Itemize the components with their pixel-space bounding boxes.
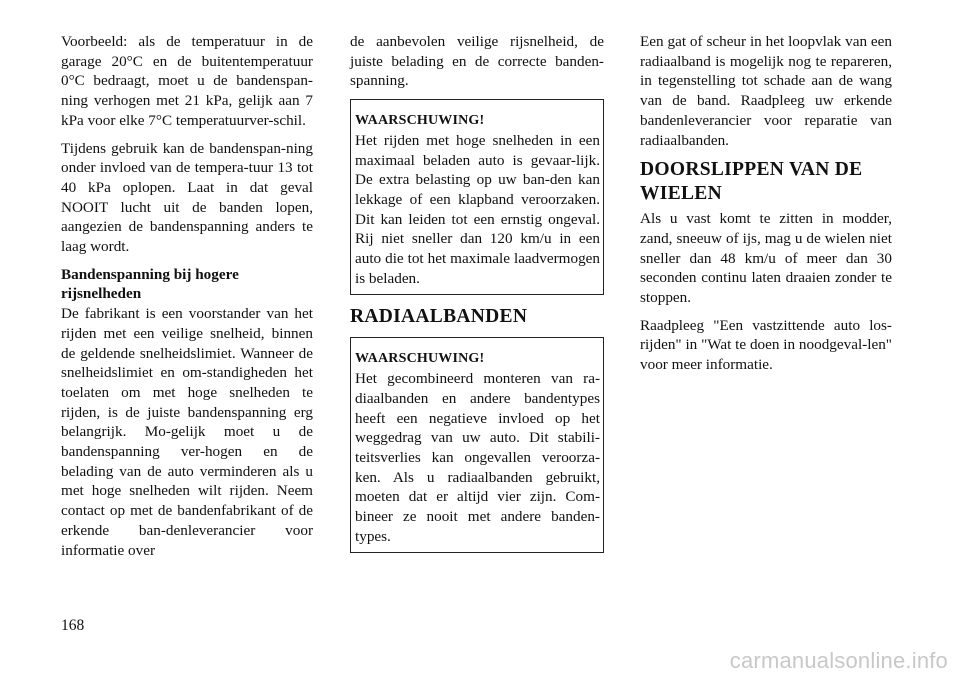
warning-text: Het gecombineerd monteren van ra-diaalbanden en andere bandentypes heeft een negatieve invloed op het weggedrag van uw auto. Dit stabili-teitsverlies kan ongevallen veroorza-ken. Als u radiaalbanden gebruikt, moeten dat er altijd vier zijn. Com-bineer ze nooit met andere banden-types. [355,370,600,545]
watermark: carmanualsonline.info [729,648,948,673]
section-heading-wheel-spin: DOORSLIPPEN VAN DE WIELEN [640,159,863,205]
wheel-spin-paragraph: Als u vast komt te zitten in modder, zand, sneeuw of ijs, mag u de wielen niet sneller dan 48 km/u of meer dan 30 seconden continu laten draaien zonder te stoppen. [640,210,892,307]
temperature-rise-paragraph: Tijdens gebruik kan de bandenspan-ning onder invloed van de tempera-tuur 13 tot 40 kPa oplopen. Laat in dat geval NOOIT lucht uit de banden lopen, aangezien de bandenspanning anders te laag wordt. [61,139,313,256]
column-left [61,32,313,568]
radial-repair-paragraph: Een gat of scheur in het loopvlak van een radiaalband is mogelijk nog te repareren, in tegenstelling tot schade aan de wang van de band. Raadpleeg uw erkende bandenleverancier voor reparatie van radiaalbanden. [640,33,892,149]
warning-label: WAARSCHUWING! [355,351,485,367]
section-heading-radial-tires: RADIAALBANDEN [350,306,528,328]
reference-paragraph: Raadpleeg "Een vastzittende auto los-rijden" in "Wat te doen in noodgeval-len" voor meer informatie. [640,316,892,374]
warning-box-high-speed [350,99,604,295]
warning-label: WAARSCHUWING! [355,113,485,129]
warning-text: Het rijden met hoge snelheden in een maximaal beladen auto is gevaar-lijk. De extra belasting op uw ban-den kan lekkage of een klapband veroorzaken. Dit kan leiden tot een ernstig ongeval. Rij niet sneller dan 120 km/u in een auto die tot het maximale laadvermogen is beladen. [355,131,600,287]
high-speed-pressure-paragraph: De fabrikant is een voorstander van het rijden met een veilige snelheid, binnen de geldende snelheidslimiet. Wanneer de snelheidslimiet en om-standigheden het toelaten om met hoge snelheden te rijden, is de juiste bandenspanning erg belangrijk. Mo-gelijk moet u de bandenspanning ver-hogen en de belading van de auto verminderen als u met hoge snelheden wilt rijden. Neem contact op met de bandenfabrikant of de erkende ban-denleverancier voor informatie over [61,305,313,559]
speed-continuation-paragraph: de aanbevolen veilige rijsnelheid, de juiste belading en de correcte banden-spanning. [350,33,604,90]
column-middle [350,32,604,563]
column-right [640,32,892,383]
high-speed-pressure-subheading: Bandenspanning bij hogere rijsnelheden [61,265,239,303]
warning-box-radial-tires [350,337,604,553]
temperature-example-paragraph: Voorbeeld: als de temperatuur in de garage 20°C en de buitentemperatuur 0°C bedraagt, moet u de bandenspan-ning verhogen met 21 kPa, gelijk aan 7 kPa voor elke 7°C temperatuurver-schil. [61,33,313,129]
page-number: 168 [61,617,85,634]
